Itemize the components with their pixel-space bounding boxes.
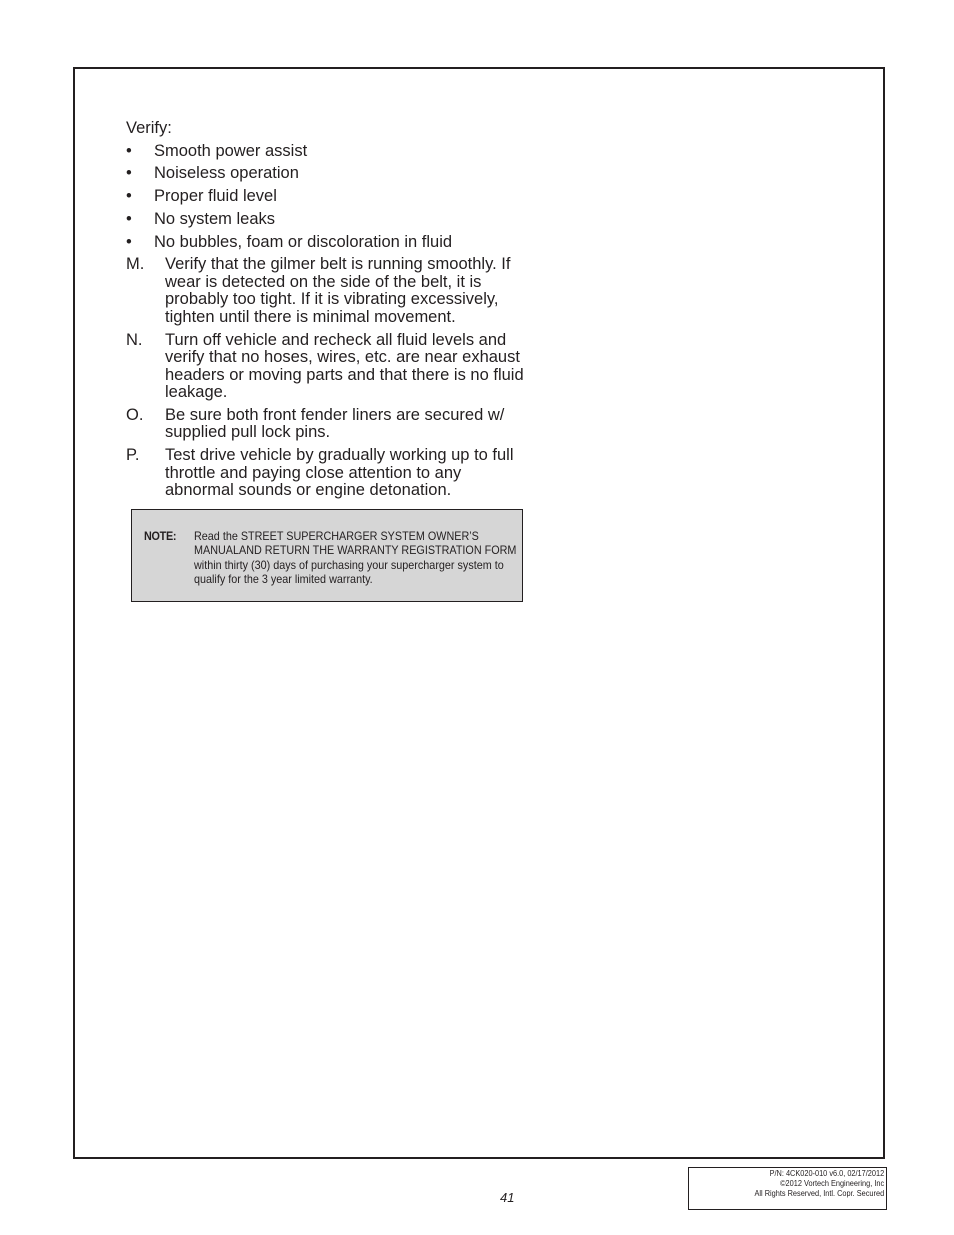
bullet-icon: • <box>126 209 132 228</box>
step-m <box>126 256 526 326</box>
step-text: Be sure both front fender liners are secured w/ supplied pull lock pins. <box>165 405 505 442</box>
step-text: Verify that the gilmer belt is running smoothly. If wear is detected on the side of the belt, it is probably too tight. If it is vibrating excessively, tighten until there is minimal movement. <box>165 255 511 326</box>
list-item: • Proper fluid level <box>126 187 277 206</box>
steps-list <box>126 256 526 499</box>
bullet-icon: • <box>126 164 132 183</box>
list-item: • Smooth power assist <box>126 141 308 160</box>
list-item: • No system leaks <box>126 209 276 228</box>
step-n <box>126 332 526 402</box>
step-p <box>126 447 526 500</box>
bullet-icon: • <box>126 141 132 160</box>
copyright-line: ©2012 Vortech Engineering, Inc <box>780 1179 885 1188</box>
verify-list <box>126 143 526 252</box>
instructions-content <box>126 120 526 505</box>
rights-line: All Rights Reserved, Intl. Copr. Secured <box>754 1189 885 1198</box>
verify-heading: Verify: <box>126 119 172 137</box>
copyright-box <box>688 1167 887 1210</box>
list-item: • Noiseless operation <box>126 164 299 183</box>
list-item: • No bubbles, foam or discoloration in fluid <box>126 232 453 251</box>
step-letter: O. <box>126 405 144 424</box>
warranty-note-box <box>131 509 523 602</box>
step-letter: P. <box>126 446 140 465</box>
step-letter: N. <box>126 330 143 349</box>
step-text: Turn off vehicle and recheck all fluid levels and verify that no hoses, wires, etc. are near exhaust headers or moving parts and that there is no fluid leakage. <box>165 330 524 402</box>
note-label: NOTE: <box>144 529 177 543</box>
step-letter: M. <box>126 255 145 274</box>
part-number: P/N: 4CK020-010 v6.0, 02/17/2012 <box>769 1169 885 1178</box>
note-text: Read the STREET SUPERCHARGER SYSTEM OWNER’S MANUALAND RETURN THE WARRANTY REGISTRATION FORM within thirty (30) days of purchasing your supercharger system to qualify for the 3 year limited warranty. <box>194 529 517 586</box>
bullet-icon: • <box>126 232 132 251</box>
bullet-icon: • <box>126 187 132 206</box>
step-o <box>126 407 526 442</box>
step-text: Test drive vehicle by gradually working up to full throttle and paying close attention to any abnormal sounds or engine detonation. <box>165 446 514 500</box>
page-number: 41 <box>500 1190 515 1205</box>
